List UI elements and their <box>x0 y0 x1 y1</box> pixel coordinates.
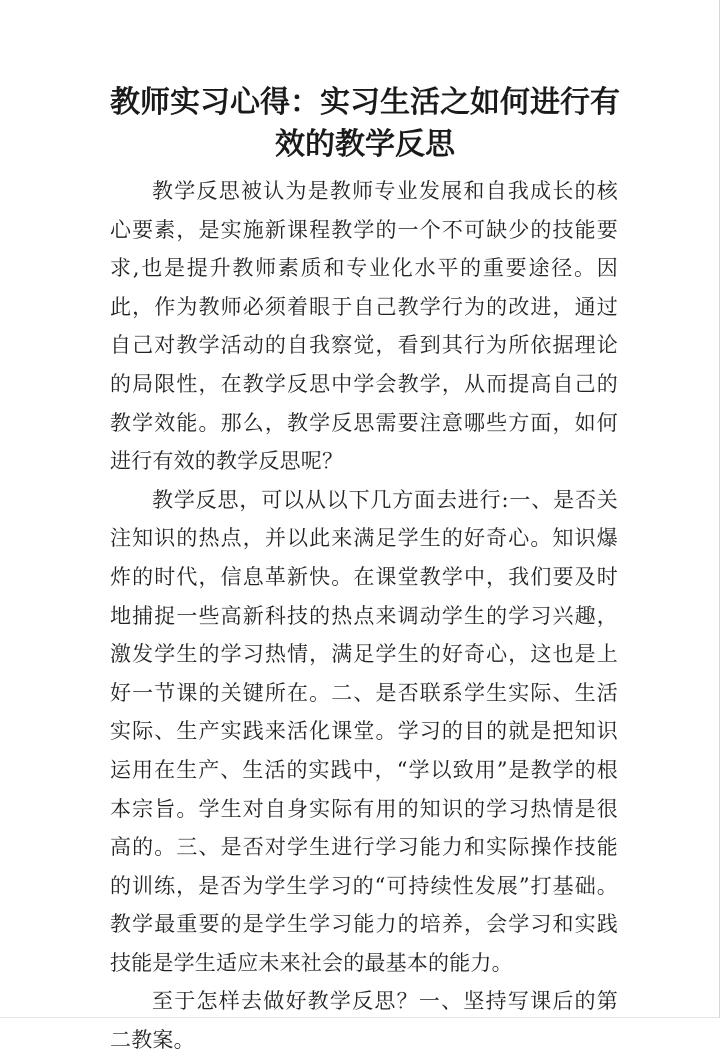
paragraph-2: 教学反思，可以从以下几方面去进行:一、是否关注知识的热点，并以此来满足学生的好奇心。知识爆炸的时代，信息革新快。在课堂教学中，我们要及时地捕捉一些高新科技的热点来调动学生的学习兴趣，激发学生的学习热情，满足学生的好奇心，这也是上好一节课的关键所在。二、是否联系学生实际、生活实际、生产实践来活化课堂。学习的目的就是把知识运用在生产、生活的实践中，“学以致用”是教学的根本宗旨。学生对自身实际有用的知识的学习热情是很高的。三、是否对学生进行学习能力和实际操作技能的训练，是否为学生学习的“可持续性发展”打基础。教学最重要的是学生学习能力的培养，会学习和实践技能是学生适应未来社会的最基本的能力。 <box>110 487 618 975</box>
document-title: 教师实习心得：实习生活之如何进行有效的教学反思 <box>110 85 620 162</box>
document-body <box>110 172 618 1060</box>
paragraph-1: 教学反思被认为是教师专业发展和自我成长的核心要素，是实施新课程教学的一个不可缺少的技能要求,也是提升教师素质和专业化水平的重要途径。因此，作为教师必须着眼于自己教学行为的改进，通过自己对教学活动的自我察觉，看到其行为所依据理论的局限性，在教学反思中学会教学，从而提高自己的教学效能。那么，教学反思需要注意哪些方面，如何进行有效的教学反思呢？ <box>110 179 618 474</box>
paragraph-3: 至于怎样去做好教学反思？一、坚持写课后的第二教案。 <box>110 989 618 1053</box>
